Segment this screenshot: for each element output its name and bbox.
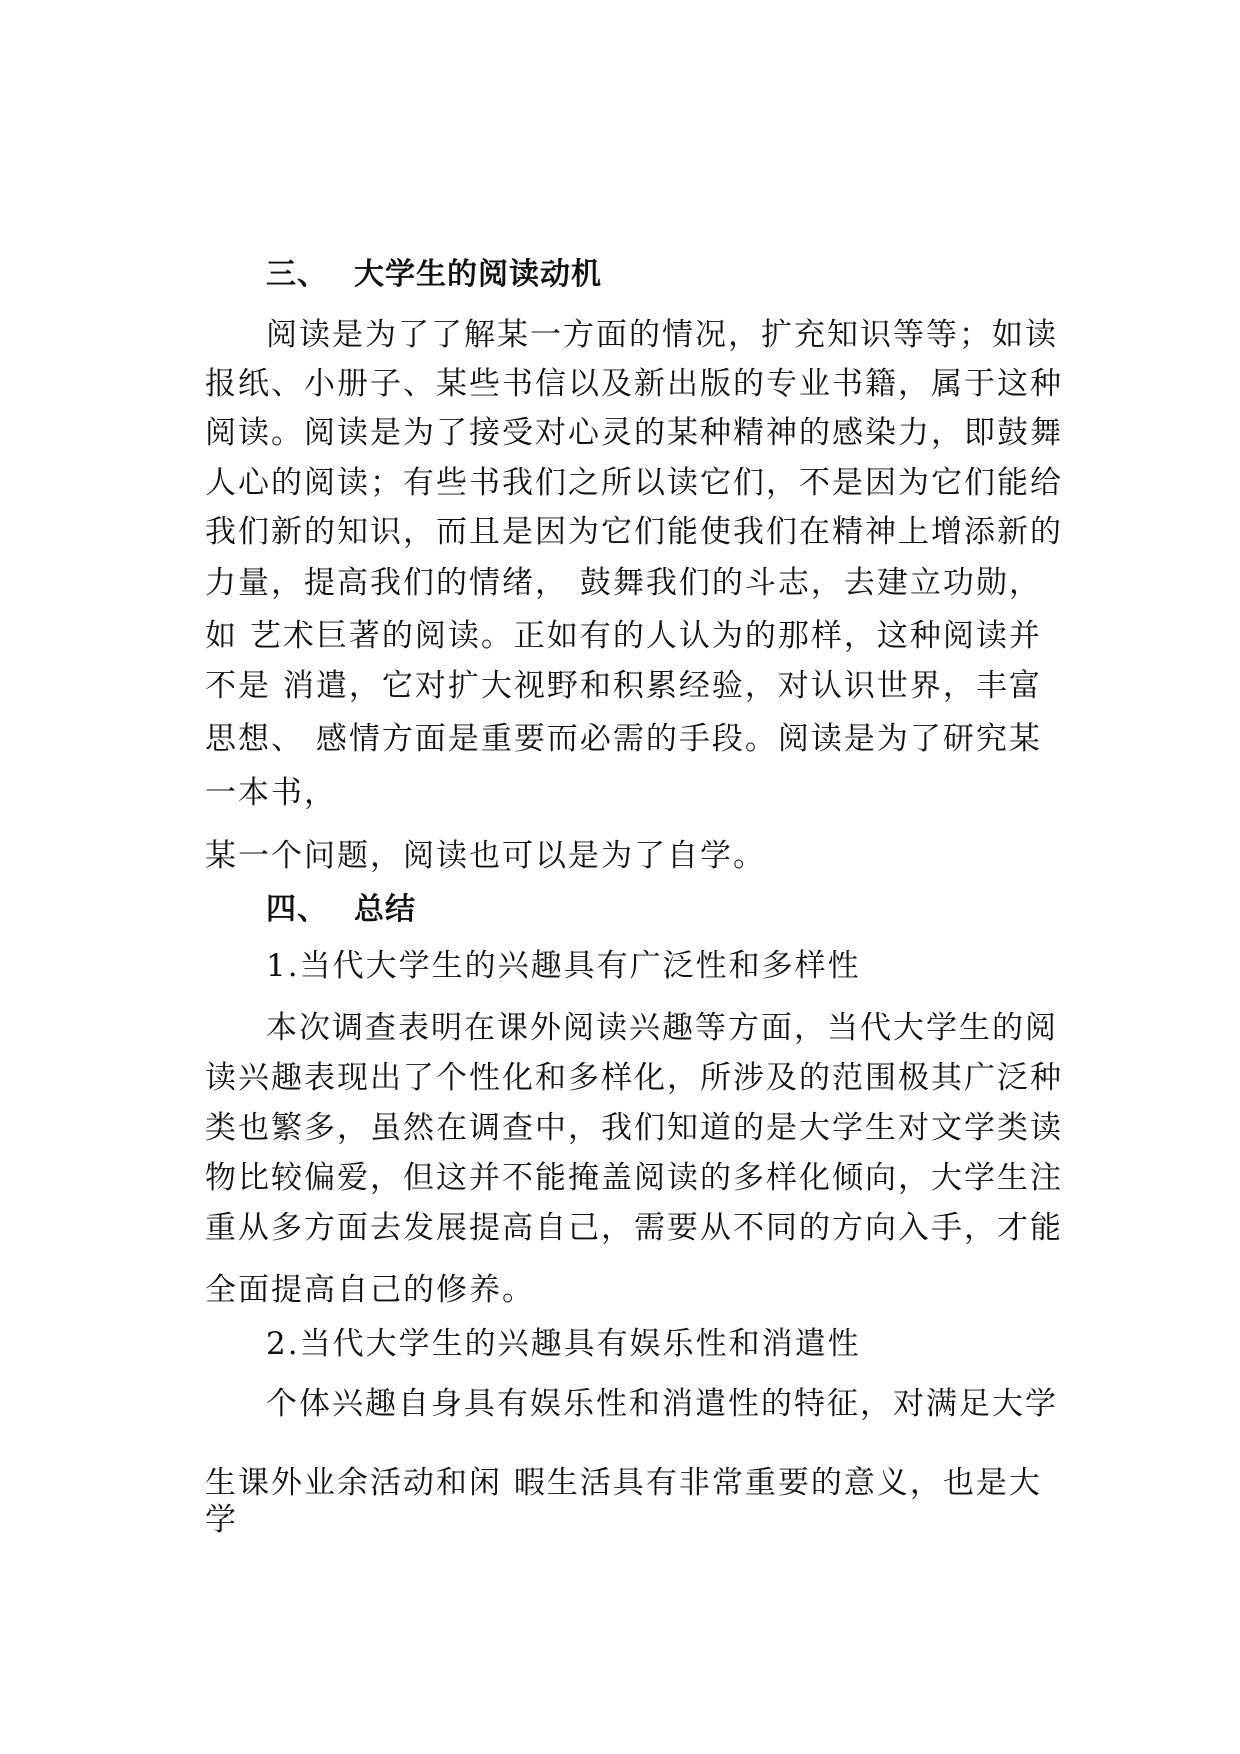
paragraph-line: 阅读。阅读是为了接受对心灵的某种精神的感染力，即鼓舞 xyxy=(205,415,1063,451)
paragraph-line: 读兴趣表现出了个性化和多样化，所涉及的范围极其广泛种 xyxy=(205,1060,1063,1096)
paragraph-line: 生课外业余活动和闲 暇生活具有非常重要的意义，也是大 xyxy=(205,1465,1042,1501)
paragraph-line: 一本书， xyxy=(205,775,337,811)
paragraph-line: 我们新的知识，而且是因为它们能使我们在精神上增添新的 xyxy=(205,514,1063,550)
paragraph-line: 力量，提高我们的情绪， 鼓舞我们的斗志，去建立功勋， xyxy=(205,565,1042,601)
paragraph-line: 某一个问题，阅读也可以是为了自学。 xyxy=(205,838,766,874)
paragraph-line: 学 xyxy=(205,1502,238,1538)
paragraph-line: 重从多方面去发展提高自己，需要从不同的方向入手，才能 xyxy=(205,1210,1063,1246)
paragraph-line: 物比较偏爱，但这并不能掩盖阅读的多样化倾向，大学生注 xyxy=(205,1160,1063,1196)
subheading: 2.当代大学生的兴趣具有娱乐性和消遣性 xyxy=(266,1326,861,1362)
paragraph-line: 如 艺术巨著的阅读。正如有的人认为的那样，这种阅读并 xyxy=(205,618,1042,654)
section-heading-3 xyxy=(266,255,602,295)
paragraph-line: 个体兴趣自身具有娱乐性和消遣性的特征，对满足大学 xyxy=(266,1386,1058,1422)
paragraph-line: 人心的阅读；有些书我们之所以读它们，不是因为它们能给 xyxy=(205,465,1063,501)
section-title: 总结 xyxy=(354,892,416,927)
paragraph-line: 全面提高自己的修养。 xyxy=(205,1272,535,1308)
section-number: 三、 xyxy=(266,257,328,292)
paragraph-line: 本次调查表明在课外阅读兴趣等方面，当代大学生的阅 xyxy=(266,1010,1058,1046)
paragraph-line: 不是 消遣，它对扩大视野和积累经验，对认识世界，丰富 xyxy=(205,668,1042,704)
paragraph-line: 阅读是为了了解某一方面的情况，扩充知识等等；如读 xyxy=(266,317,1058,353)
section-title: 大学生的阅读动机 xyxy=(354,257,602,292)
paragraph-line: 思想、 感情方面是重要而必需的手段。阅读是为了研究某 xyxy=(205,721,1042,757)
paragraph-line: 报纸、小册子、某些书信以及新出版的专业书籍，属于这种 xyxy=(205,366,1063,402)
paragraph-line: 类也繁多，虽然在调查中，我们知道的是大学生对文学类读 xyxy=(205,1110,1063,1146)
subheading: 1.当代大学生的兴趣具有广泛性和多样性 xyxy=(266,948,861,984)
section-heading-4 xyxy=(266,890,416,930)
section-number: 四、 xyxy=(266,892,328,927)
